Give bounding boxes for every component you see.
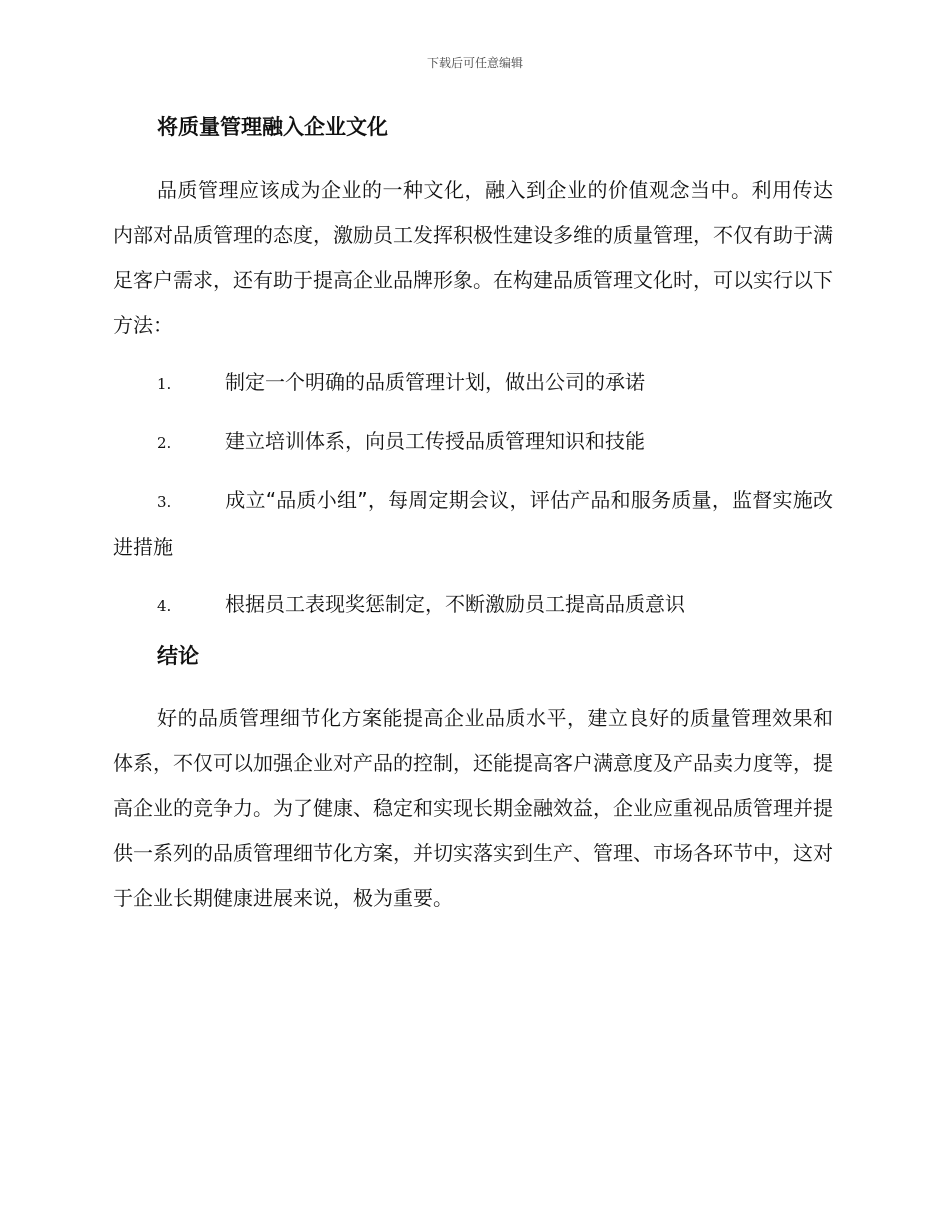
culture-paragraph: 品质管理应该成为企业的一种文化，融入到企业的价值观念当中。利用传达内部对品质管理的态度，激励员工发挥积极性建设多维的质量管理，不仅有助于满足客户需求，还有助于提高企业品牌形象。在构建品质管理文化时，可以实行以下方法： [113,178,833,337]
list-item-text: 建立培训体系，向员工传授品质管理知识和技能 [225,429,645,453]
list-item-text: 成立“品质小组”，每周定期会议，评估产品和服务质量，监督实施改进措施 [113,488,833,559]
document-body [113,110,833,921]
conclusion-paragraph: 好的品质管理细节化方案能提高企业品质水平，建立良好的质量管理效果和体系，不仅可以加强企业对产品的控制，还能提高客户满意度及产品卖力度等，提高企业的竞争力。为了健康、稳定和实现长期金融效益，企业应重视品质管理并提供一系列的品质管理细节化方案，并切实落实到生产、管理、市场各环节中，这对于企业长期健康进展来说，极为重要。 [113,706,833,910]
list-item [113,478,833,570]
section-heading-conclusion: 结论 [157,644,199,668]
list-item [113,419,833,466]
list-item-number: 3. [157,493,172,511]
header-note: 下载后可任意编辑 [426,56,523,70]
section-heading-culture: 将质量管理融入企业文化 [157,115,388,139]
list-item-number: 1. [157,375,172,393]
list-item-number: 2. [157,434,172,452]
method-list [113,360,833,629]
list-item [113,582,833,629]
list-item-number: 4. [157,597,172,615]
list-item-text: 根据员工表现奖惩制定，不断激励员工提高品质意识 [225,592,685,616]
list-item [113,360,833,407]
list-item-text: 制定一个明确的品质管理计划，做出公司的承诺 [225,370,645,394]
